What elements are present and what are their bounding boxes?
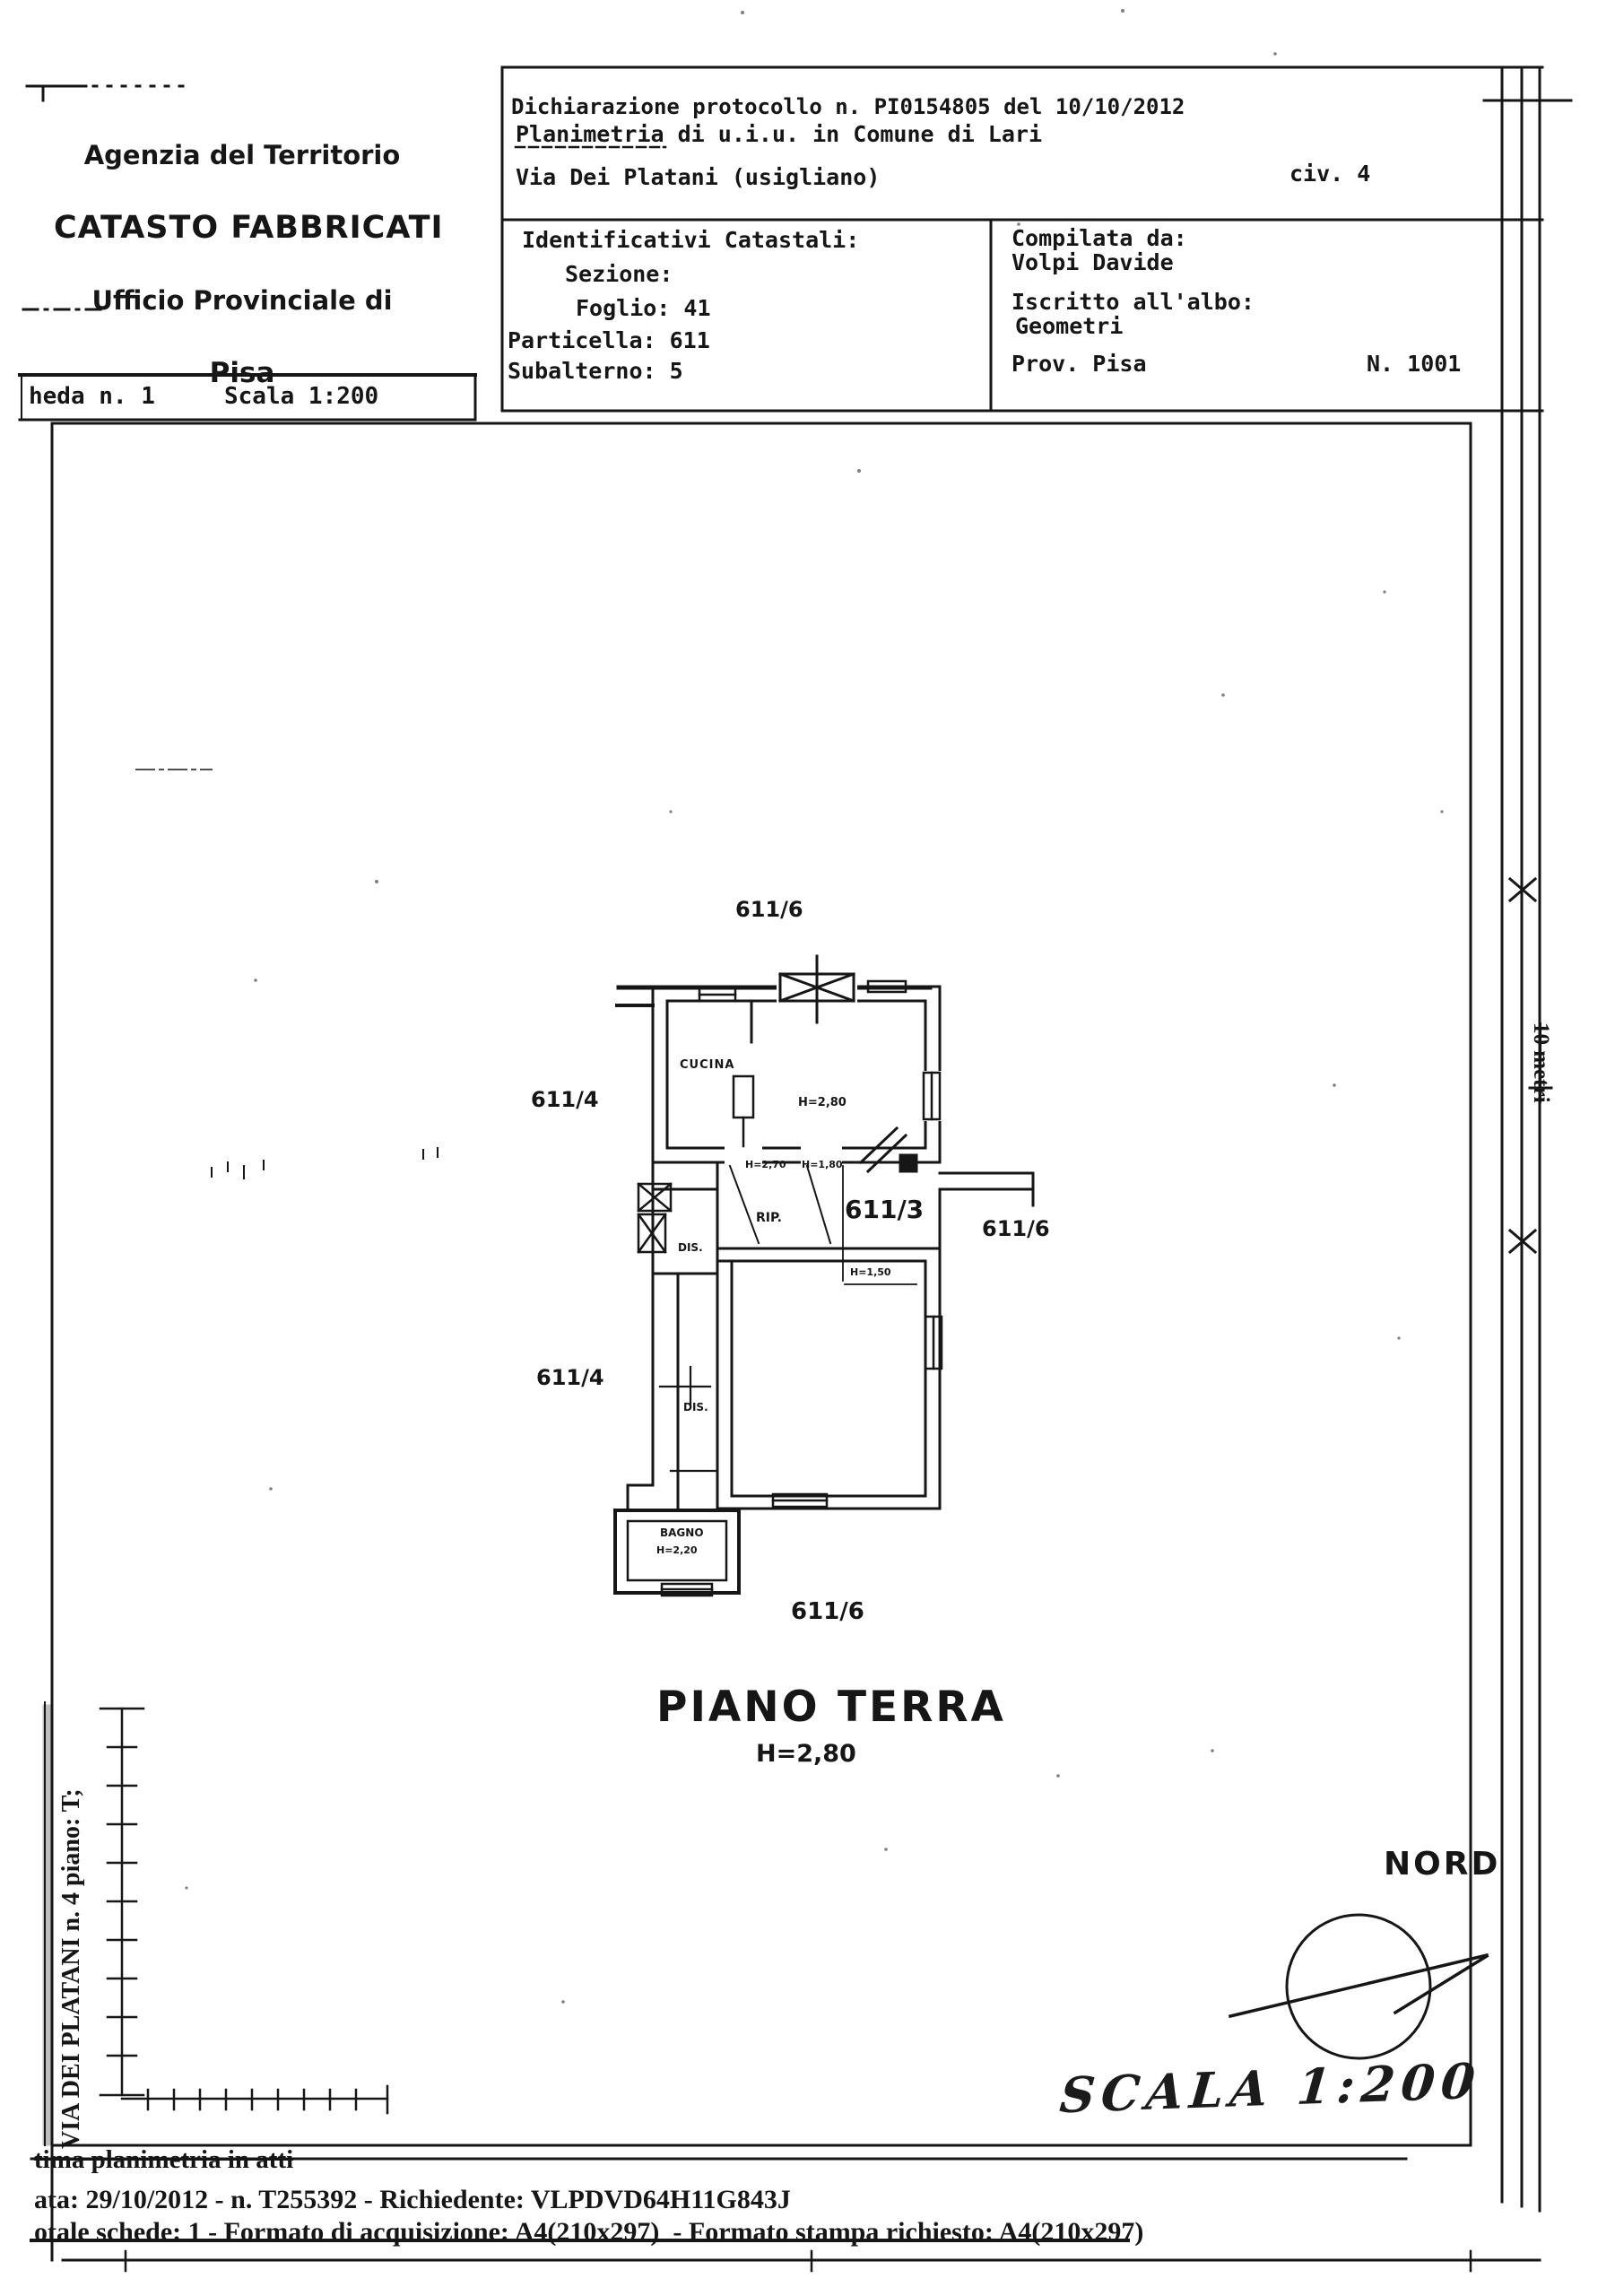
parcel-label-right: 611/6 [982, 1216, 1050, 1241]
parcel-label-center: 611/3 [845, 1195, 925, 1224]
dimension-label-10-metri: 10 metri [1529, 1022, 1553, 1103]
parcel-label-top: 611/6 [735, 897, 803, 922]
door-swings [730, 1166, 830, 1243]
corner-chamfer [861, 1128, 916, 1171]
height-label-150: H=1,50 [850, 1266, 891, 1278]
compilata-label: Compilata da: [1012, 225, 1187, 251]
footer-data-line: ata: 29/10/2012 - n. T255392 - Richiedente: VLPDVD64H11G843J [34, 2185, 791, 2214]
lower-corridor [660, 1274, 717, 1510]
parcel-label-left-upper: 611/4 [531, 1087, 599, 1112]
protocol-declaration: Dichiarazione protocollo n. PI0154805 del 10/10/2012 [511, 94, 1185, 119]
office-title: CATASTO FABBRICATI [54, 210, 444, 246]
floor-title: PIANO TERRA [656, 1683, 1006, 1732]
room-label-bagno: BAGNO [660, 1526, 704, 1539]
room-label-rip: RIP. [756, 1211, 782, 1225]
planimetria-line: Planimetria di u.i.u. in Comune di Lari [516, 121, 1042, 147]
room-label-bagno-height: H=2,20 [656, 1544, 698, 1556]
street-vertical-label: VIA DEI PLATANI n. 4 piano: T; [57, 1788, 85, 2149]
door-height-1: H=2,70 [745, 1159, 786, 1170]
albo-value: Geometri [1015, 313, 1124, 339]
scheda-number: heda n. 1 [29, 383, 155, 410]
catastali-foglio: Foglio: 41 [576, 295, 711, 321]
protocol-line-clipped [511, 66, 1255, 119]
floorplan-details [615, 956, 1033, 1596]
parcel-label-left-lower: 611/4 [536, 1365, 604, 1390]
office-subtitle: Ufficio Provinciale di [91, 285, 393, 316]
kitchen-fittings [734, 1001, 753, 1146]
agency-name: Agenzia del Territorio [83, 140, 401, 170]
door-height-2: H=1,80 [802, 1159, 843, 1170]
room-label-dis-1: DIS. [678, 1241, 703, 1254]
nord-label: NORD [1384, 1846, 1501, 1883]
catastali-sezione: Sezione: [565, 261, 673, 287]
parcel-label-bottom: 611/6 [791, 1598, 864, 1625]
nord-compass [1230, 1915, 1487, 2058]
footer-ultima-line: tima planimetria in atti [34, 2145, 294, 2174]
prov-value: Prov. Pisa [1012, 351, 1147, 377]
compilata-nome: Volpi Davide [1012, 249, 1174, 275]
catastali-title: Identificativi Catastali: [522, 227, 860, 253]
handwritten-scale: SCALA 1:200 [1057, 2051, 1484, 2125]
floor-height: H=2,80 [756, 1740, 856, 1768]
scheda-scala: Scala 1:200 [224, 383, 379, 410]
lower-room [717, 1248, 940, 1509]
room-label-dis-2: DIS. [683, 1401, 708, 1413]
catastali-particella: Particella: 611 [508, 327, 710, 353]
address-line: Via Dei Platani (usigliano) [516, 164, 881, 190]
room-label-cucina: CUCINA [680, 1058, 735, 1072]
footer-schede-line: otale schede: 1 - Formato di acquisizione: A4(210x297) - Formato stampa richiesto: A4(210x297) [34, 2217, 1144, 2247]
left-scale-ruler [100, 1709, 387, 2113]
struck-text-remnant [45, 1702, 47, 2145]
room-label-main-height: H=2,80 [798, 1096, 847, 1109]
agency-header [54, 106, 444, 423]
left-window-crosses [638, 1184, 671, 1252]
catastali-subalterno: Subalterno: 5 [508, 358, 683, 384]
office-city: Pisa [209, 357, 275, 389]
albo-number: N. 1001 [1367, 351, 1462, 377]
albo-label: Iscritto all'albo: [1012, 289, 1255, 315]
civic-number: civ. 4 [1289, 161, 1371, 187]
